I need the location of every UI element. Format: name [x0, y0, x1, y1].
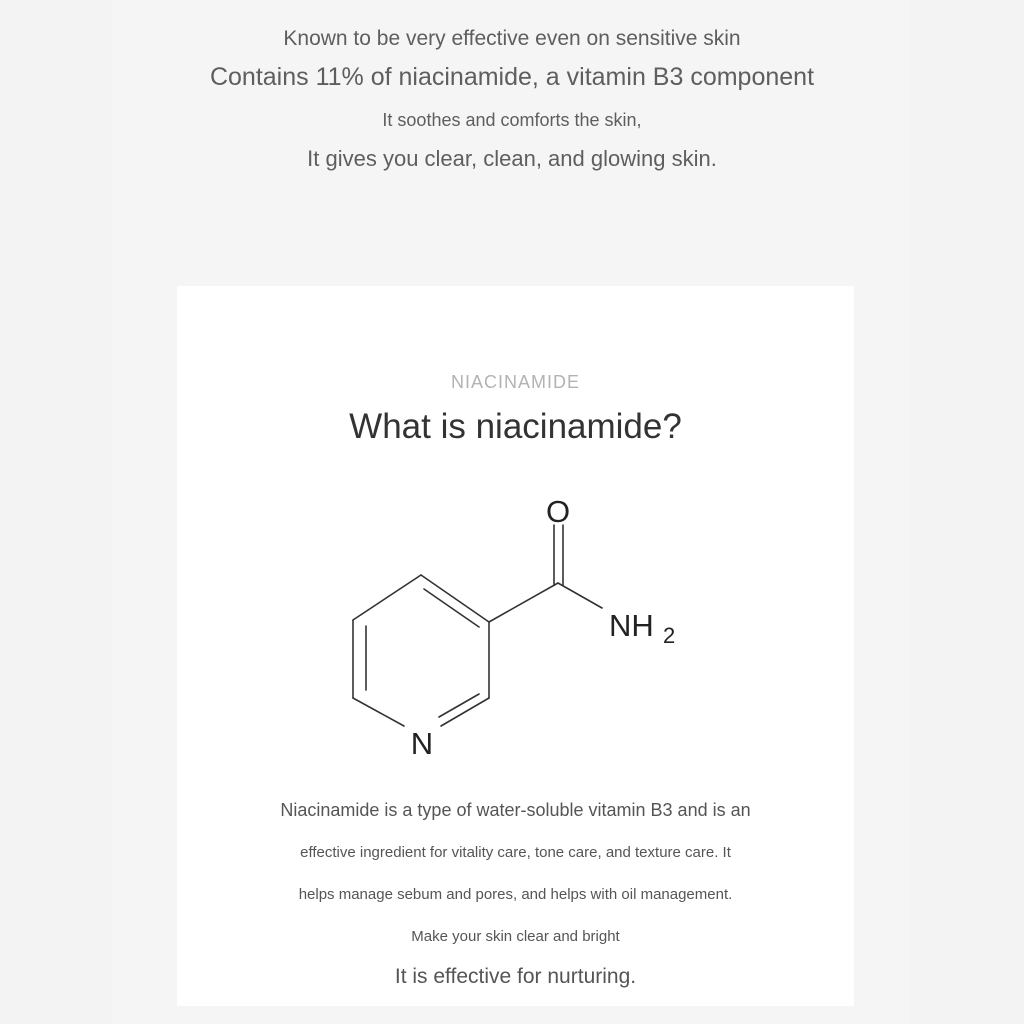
- intro-line-niacinamide-content: Contains 11% of niacinamide, a vitamin B3 component: [209, 63, 815, 91]
- section-eyebrow: NIACINAMIDE: [450, 372, 580, 392]
- description-closing-line: It is effective for nurturing.: [394, 965, 637, 988]
- description-line-2: effective ingredient for vitality care, tone care, and texture care. It: [300, 844, 731, 861]
- amine-label: NH: [609, 608, 654, 643]
- amine-bond: [558, 583, 602, 608]
- ring-bond-top-right: [421, 575, 489, 622]
- intro-line-glowing-skin: It gives you clear, clean, and glowing skin.: [307, 146, 717, 171]
- ring-double-bond-top: [424, 589, 479, 627]
- description-line-3: helps manage sebum and pores, and helps with oil management.: [298, 886, 733, 903]
- ring-bond-bottom-left: [353, 698, 404, 726]
- carbonyl-link-bond: [489, 583, 558, 622]
- intro-line-sensitive-skin: Known to be very effective even on sensitive skin: [283, 27, 741, 50]
- niacinamide-card: [177, 286, 854, 1006]
- niacinamide-structure-diagram: [177, 286, 854, 786]
- oxygen-label: O: [545, 494, 571, 529]
- amine-subscript: 2: [663, 623, 676, 648]
- ring-double-bond-bottom: [439, 694, 479, 717]
- description-line-1: Niacinamide is a type of water-soluble vitamin B3 and is an: [280, 800, 751, 820]
- description-line-4: Make your skin clear and bright: [411, 928, 620, 945]
- nitrogen-label: N: [410, 726, 434, 761]
- card-title: What is niacinamide?: [349, 407, 682, 446]
- ring-bond-top-left: [353, 575, 421, 620]
- intro-line-soothes: It soothes and comforts the skin,: [382, 110, 642, 130]
